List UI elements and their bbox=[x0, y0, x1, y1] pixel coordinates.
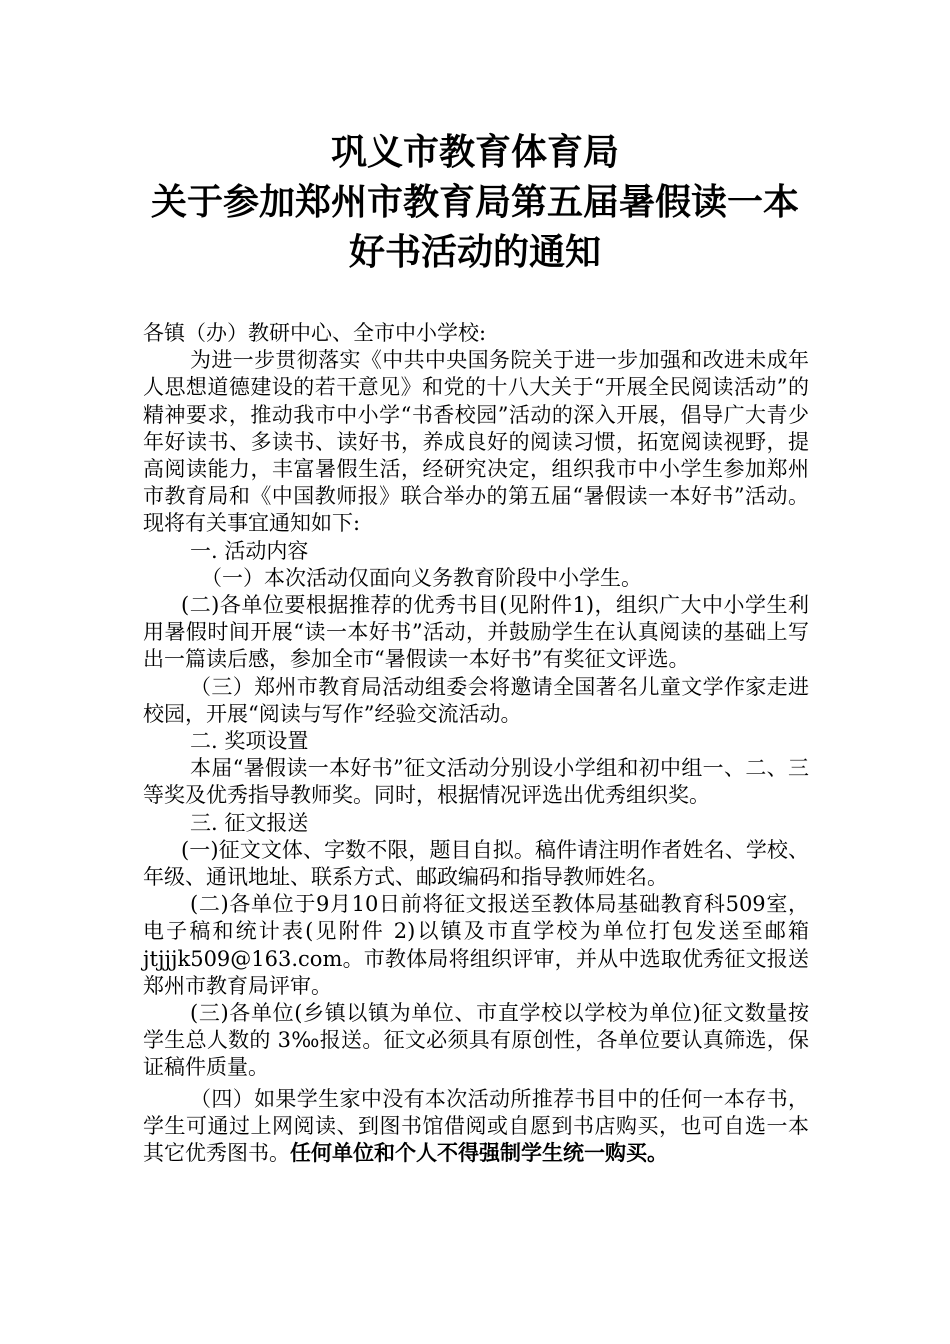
section-3-item-4 bbox=[143, 1086, 809, 1168]
document-body bbox=[143, 320, 809, 1167]
section-1-item-1: （一）本次活动仅面向义务教育阶段中小学生。 bbox=[201, 565, 642, 590]
intro-paragraph: 为进一步贯彻落实《中共中央国务院关于进一步加强和改进未成年人思想道德建设的若干意见》和党的十八大关于“开展全民阅读活动”的精神要求，推动我市中小学“书香校园”活动的深入开展，倡导广大青少年好读书、多读书、读好书，养成良好的阅读习惯，拓宽阅读视野，提高阅读能力，丰富暑假生活，经研究决定，组织我市中小学生参加郑州市教育局和《中国教师报》联合举办的第五届“暑假读一本好书”活动。现将有关事宜通知如下: bbox=[143, 348, 809, 536]
title-line-2: 关于参加郑州市教育局第五届暑假读一本 bbox=[150, 182, 799, 223]
document-title bbox=[120, 128, 830, 278]
section-1-item-3: （三）郑州市教育局活动组委会将邀请全国著名儿童文学作家走进校园，开展“阅读与写作”经验交流活动。 bbox=[143, 674, 809, 726]
section-3-item-2: (二)各单位于9月10日前将征文报送至教体局基础教育科509室，电子稿和统计表(见附件 2)以镇及市直学校为单位打包发送至邮箱 jtjjjk509@163.com。市教体局将组织评审，并从中选取优秀征文报送郑州市教育局评审。 bbox=[143, 892, 809, 998]
section-3-heading: 三. 征文报送 bbox=[190, 810, 309, 835]
addressee: 各镇（办）教研中心、全市中小学校: bbox=[143, 321, 487, 345]
section-2-heading: 二. 奖项设置 bbox=[190, 729, 309, 754]
section-3-item-4-emphasis: 任何单位和个人不得强制学生统一购买。 bbox=[290, 1141, 668, 1166]
title-line-3: 好书活动的通知 bbox=[348, 232, 601, 273]
title-line-1: 巩义市教育体育局 bbox=[330, 132, 619, 173]
section-3-item-3: (三)各单位(乡镇以镇为单位、市直学校以学校为单位)征文数量按学生总人数的 3‰报送。征文必须具有原创性，各单位要认真筛选，保证稿件质量。 bbox=[143, 1001, 809, 1080]
section-2-text: 本届“暑假读一本好书”征文活动分别设小学组和初中组一、二、三等奖及优秀指导教师奖。同时，根据情况评选出优秀组织奖。 bbox=[143, 756, 809, 808]
section-3-item-4-text: （四）如果学生家中没有本次活动所推荐书目中的任何一本存书，学生可通过上网阅读、到图书馆借阅或自愿到书店购买，也可自选一本其它优秀图书。 bbox=[143, 1086, 809, 1166]
section-1-item-2: (二)各单位要根据推荐的优秀书目(见附件1)，组织广大中小学生利用暑假时间开展“读一本好书”活动，并鼓励学生在认真阅读的基础上写出一篇读后感，参加全市“暑假读一本好书”有奖征文评选。 bbox=[143, 593, 809, 672]
section-3-item-1: (一)征文文体、字数不限，题目自拟。稿件请注明作者姓名、学校、年级、通讯地址、联系方式、邮政编码和指导教师姓名。 bbox=[143, 837, 809, 890]
section-1-heading: 一. 活动内容 bbox=[190, 538, 309, 563]
